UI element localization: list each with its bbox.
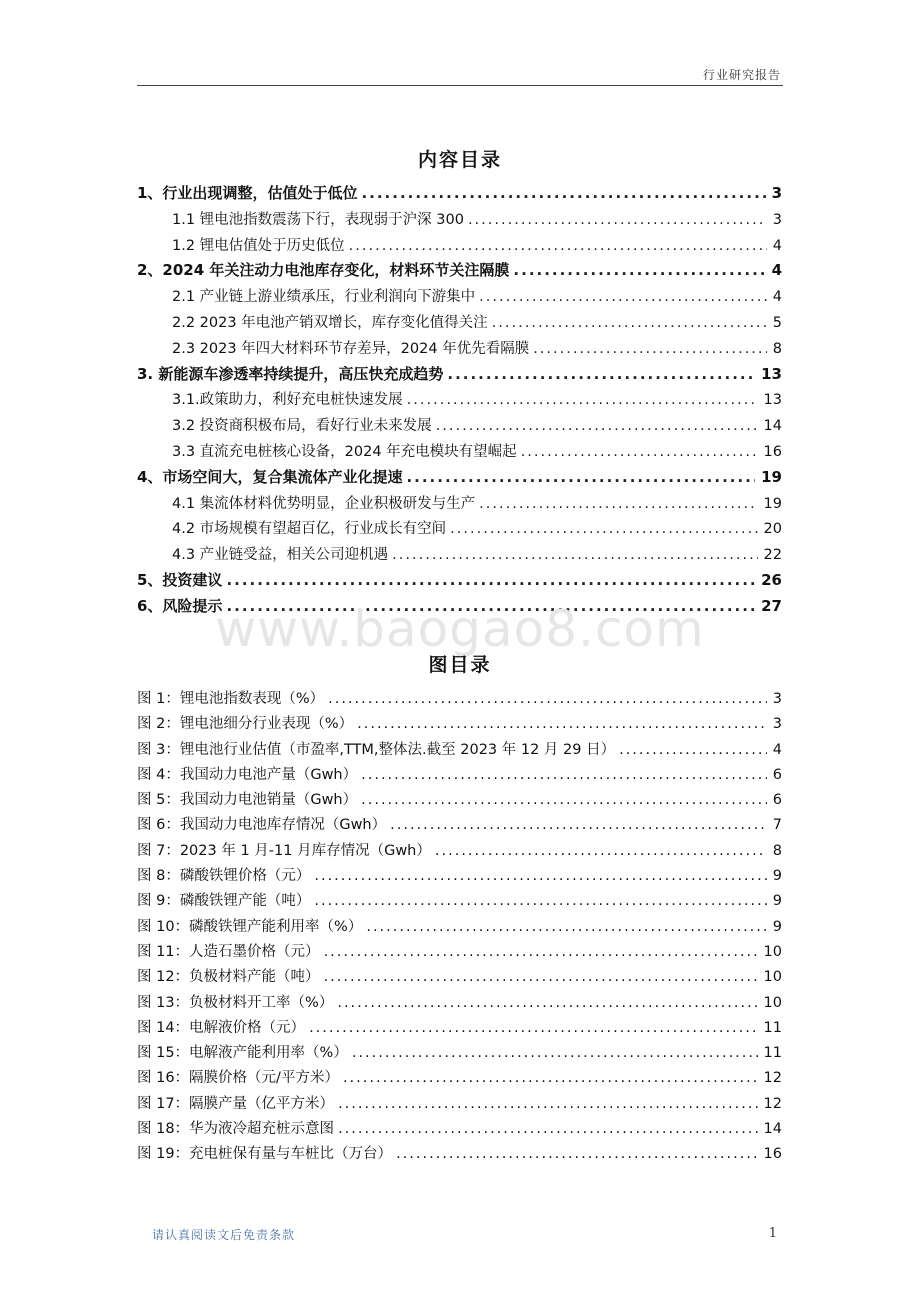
figure-entry-page: 8: [772, 842, 782, 859]
toc-entry[interactable]: [137, 363, 782, 389]
figure-entry[interactable]: [137, 687, 782, 712]
figure-entry[interactable]: [137, 738, 782, 763]
dot-leader: [337, 995, 757, 1011]
dot-leader: [366, 919, 766, 935]
figure-entry-text: 图 18：华为液冷超充桩示意图: [137, 1121, 335, 1138]
figure-entry-text: 图 7：2023 年 1 月-11 月库存情况（Gwh）: [137, 842, 431, 859]
toc-entry-text: 2.2 2023 年电池产销双增长，库存变化值得关注: [172, 314, 488, 331]
toc-entry[interactable]: [137, 543, 782, 569]
toc-entry-page: 14: [763, 418, 782, 435]
figure-entry-text: 图 6：我国动力电池库存情况（Gwh）: [137, 817, 387, 834]
toc-entry-page: 20: [763, 521, 782, 538]
dot-leader: [314, 868, 766, 884]
toc-entry-text: 4.2 市场规模有望超百亿，行业成长有空间: [172, 521, 447, 538]
toc-entry-text: 1.1 锂电池指数震荡下行，表现弱于沪深 300: [172, 211, 464, 228]
figure-entry-text: 图 14：电解液价格（元）: [137, 1019, 306, 1036]
figure-entry[interactable]: [137, 712, 782, 737]
dot-leader: [328, 691, 767, 707]
toc-entry[interactable]: [137, 440, 782, 466]
header-title: 行业研究报告: [702, 68, 781, 82]
toc-entry[interactable]: [137, 234, 782, 260]
figure-entry-page: 3: [772, 716, 782, 733]
figure-entry-text: 图 19：充电桩保有量与车桩比（万台）: [137, 1146, 393, 1163]
figure-entry-text: 图 4：我国动力电池产量（Gwh）: [137, 766, 358, 783]
dot-leader: [436, 418, 758, 434]
figure-entry[interactable]: [137, 1117, 782, 1142]
toc-entry-text: 4.3 产业链受益，相关公司迎机遇: [172, 547, 389, 564]
toc-title: 内容目录: [417, 149, 502, 171]
toc-entry[interactable]: [137, 285, 782, 311]
figure-entry-text: 图 3：锂电池行业估值（市盈率,TTM,整体法.截至 2023 年 12 月 29 日）: [137, 741, 616, 758]
dot-leader: [407, 392, 758, 408]
dot-leader: [357, 716, 767, 732]
toc-entry-page: 13: [763, 392, 782, 409]
figure-entry-text: 图 15：电解液产能利用率（%）: [137, 1045, 348, 1062]
figure-entry-page: 10: [763, 994, 782, 1011]
dot-leader: [226, 571, 755, 589]
toc-entry[interactable]: [137, 492, 782, 518]
figure-entry-text: 图 2：锂电池细分行业表现（%）: [137, 716, 354, 733]
dot-leader: [361, 792, 767, 808]
figure-entry-page: 9: [772, 868, 782, 885]
toc-entry-text: 3.1.政策助力，利好充电桩快速发展: [172, 392, 403, 409]
dot-leader: [479, 496, 757, 512]
figure-entry-text: 图 1：锂电池指数表现（%）: [137, 691, 325, 707]
toc-entry-page: 3: [772, 211, 782, 228]
figure-entry-text: 图 8：磷酸铁锂价格（元）: [137, 868, 311, 885]
toc-entry-page: 16: [763, 443, 782, 460]
dot-leader: [324, 944, 758, 960]
dot-leader: [435, 843, 767, 859]
figure-entry-page: 6: [772, 766, 782, 783]
figure-entry-page: 11: [763, 1019, 782, 1036]
figure-entry-page: 7: [772, 817, 782, 834]
toc-entry-page: 27: [761, 596, 782, 615]
figure-entry[interactable]: [137, 889, 782, 914]
toc-entry-text: 3.3 直流充电桩核心设备，2024 年充电模块有望崛起: [172, 443, 517, 460]
toc-entry-page: 5: [772, 314, 782, 331]
figure-entry[interactable]: [137, 991, 782, 1016]
dot-leader: [343, 1070, 758, 1086]
toc-entry-page: 4: [772, 237, 782, 254]
toc-entry-text: 2、2024 年关注动力电池库存变化，材料环节关注隔膜: [137, 261, 510, 280]
toc-entry[interactable]: [137, 208, 782, 234]
figure-entry-page: 4: [772, 741, 782, 758]
dot-leader: [533, 341, 767, 357]
toc-entry-text: 2.3 2023 年四大材料环节存差异，2024 年优先看隔膜: [172, 340, 530, 357]
dot-leader: [349, 238, 767, 254]
header-divider: [137, 85, 783, 86]
figure-entry[interactable]: [137, 813, 782, 838]
figure-entry[interactable]: [137, 839, 782, 864]
toc-entry-text: 2.1 产业链上游业绩承压，行业利润向下游集中: [172, 289, 476, 306]
toc-entry[interactable]: [137, 569, 782, 595]
figure-entry-text: 图 10：磷酸铁锂产能利用率（%）: [137, 918, 363, 935]
dot-leader: [521, 444, 758, 460]
dot-leader: [392, 547, 757, 563]
toc-entry-page: 3: [771, 184, 782, 202]
dot-leader: [314, 893, 766, 909]
figure-entry-page: 9: [772, 918, 782, 935]
figure-entry[interactable]: [137, 915, 782, 940]
toc-entry[interactable]: [137, 182, 782, 208]
toc-entry-text: 4.1 集流体材料优势明显，企业积极研发与生产: [172, 495, 476, 512]
figures-list: [137, 687, 782, 1168]
dot-leader: [450, 521, 757, 537]
dot-leader: [390, 817, 767, 833]
toc-entry-text: 3.2 投资商积极布局，看好行业未来发展: [172, 418, 432, 435]
dot-leader: [492, 315, 767, 331]
figure-entry[interactable]: [137, 1016, 782, 1041]
figure-entry-page: 9: [772, 893, 782, 910]
dot-leader: [406, 468, 755, 486]
figure-entry-text: 图 16：隔膜价格（元/平方米）: [137, 1070, 339, 1087]
toc-entry-page: 19: [761, 467, 782, 486]
figure-entry-page: 12: [763, 1070, 782, 1087]
dot-leader: [324, 969, 758, 985]
figure-entry[interactable]: [137, 965, 782, 990]
figure-entry-page: 10: [763, 943, 782, 960]
figure-entry[interactable]: [137, 1066, 782, 1091]
toc-entry-page: 13: [761, 364, 782, 383]
figure-entry-page: 12: [763, 1095, 782, 1112]
dot-leader: [361, 767, 767, 783]
dot-leader: [468, 212, 767, 228]
dot-leader: [619, 742, 767, 758]
figure-entry-page: 10: [763, 969, 782, 986]
toc-entry-page: 4: [772, 289, 782, 306]
figure-entry-text: 图 17：隔膜产量（亿平方米）: [137, 1095, 335, 1112]
figure-entry-text: 图 11：人造石墨价格（元）: [137, 943, 320, 960]
toc-entry-text: 5、投资建议: [137, 570, 223, 589]
toc-entry[interactable]: [137, 311, 782, 337]
figure-entry-page: 6: [772, 792, 782, 809]
toc-entry[interactable]: [137, 517, 782, 543]
footer-disclaimer: 请认真阅读文后免责条款: [152, 1228, 296, 1242]
toc-entry-text: 3. 新能源车渗透率持续提升，高压快充成趋势: [137, 364, 444, 383]
toc-entry[interactable]: [137, 388, 782, 414]
toc-entry-page: 22: [763, 547, 782, 564]
figure-entry[interactable]: [137, 864, 782, 889]
figure-entry-text: 图 5：我国动力电池销量（Gwh）: [137, 792, 358, 809]
dot-leader: [309, 1020, 757, 1036]
figure-entry[interactable]: [137, 763, 782, 788]
figures-title: 图目录: [428, 654, 492, 676]
figure-entry[interactable]: [137, 1092, 782, 1117]
toc-entry-page: 19: [763, 495, 782, 512]
toc-entry-text: 1.2 锂电估值处于历史低位: [172, 237, 345, 254]
toc-entry-page: 26: [761, 570, 782, 589]
figure-entry-text: 图 12：负极材料产能（吨）: [137, 969, 320, 986]
dot-leader: [447, 365, 755, 383]
dot-leader: [513, 261, 765, 279]
toc-entry-text: 4、市场空间大，复合集流体产业化提速: [137, 467, 403, 486]
footer-page-number: 1: [768, 1226, 777, 1241]
dot-leader: [338, 1096, 757, 1112]
toc-list: [137, 182, 782, 621]
figure-entry[interactable]: [137, 1041, 782, 1066]
figure-entry-page: 16: [763, 1146, 782, 1163]
figure-entry-text: 图 13：负极材料开工率（%）: [137, 994, 334, 1011]
dot-leader: [352, 1045, 758, 1061]
toc-entry[interactable]: [137, 337, 782, 363]
dot-leader: [338, 1121, 757, 1137]
dot-leader: [361, 184, 765, 202]
figure-entry-page: 3: [772, 691, 782, 707]
dot-leader: [479, 289, 767, 305]
toc-entry-page: 4: [771, 261, 782, 280]
figure-entry[interactable]: [137, 940, 782, 965]
figure-entry[interactable]: [137, 788, 782, 813]
toc-entry[interactable]: [137, 259, 782, 285]
toc-entry-text: 1、行业出现调整，估值处于低位: [137, 184, 358, 202]
watermark: www.baogao8.com: [215, 600, 705, 658]
figure-entry-page: 14: [763, 1121, 782, 1138]
toc-entry[interactable]: [137, 466, 782, 492]
figure-entry-page: 11: [763, 1045, 782, 1062]
toc-entry-text: 6、风险提示: [137, 596, 223, 615]
toc-entry-page: 8: [772, 340, 782, 357]
toc-entry[interactable]: [137, 414, 782, 440]
dot-leader: [396, 1146, 757, 1162]
figure-entry-text: 图 9：磷酸铁锂产能（吨）: [137, 893, 311, 910]
figure-entry[interactable]: [137, 1142, 782, 1167]
